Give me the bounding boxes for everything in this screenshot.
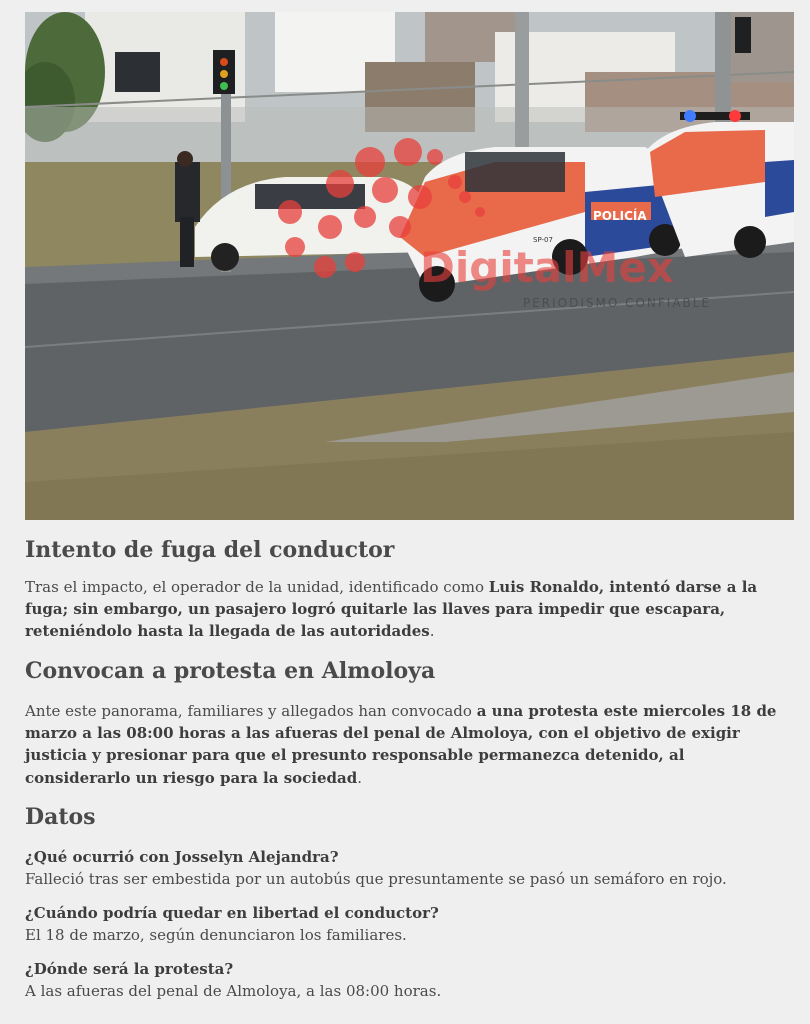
faq-answer: A las afueras del penal de Almoloya, a las 08:00 horas. xyxy=(25,982,442,1000)
svg-text:POLICÍA: POLICÍA xyxy=(593,209,647,223)
news-photo[interactable] xyxy=(25,12,794,520)
faq-item xyxy=(25,959,795,1003)
paragraph-fuga: Tras el impacto, el operador de la unidad, identificado como Luis Ronaldo, intentó darse a la fuga; sin embargo, un pasajero logró quitarle las llaves para impedir que escapara, reteniéndolo hasta la llegada de las autoridades. xyxy=(25,578,758,641)
paragraph-protesta: Ante este panorama, familiares y allegados han convocado a una protesta este miercoles 18 de marzo a las 08:00 horas a las afueras del penal de Almoloya, con el objetivo de exigir justicia y presionar para que el presunto responsable permanezca detenido, al considerarlo un riesgo para la sociedad. xyxy=(25,702,777,787)
faq-answer: El 18 de marzo, según denunciaron los familiares. xyxy=(25,926,407,944)
svg-text:SP-07: SP-07 xyxy=(533,236,553,244)
watermark-tagline: PERIODISMO CONFIABLE xyxy=(522,296,712,310)
heading-datos: Datos xyxy=(25,804,96,830)
heading-fuga: Intento de fuga del conductor xyxy=(25,537,395,563)
photo-scene xyxy=(25,12,794,520)
faq-question: ¿Dónde será la protesta? xyxy=(25,960,234,978)
faq-question: ¿Qué ocurrió con Josselyn Alejandra? xyxy=(25,848,339,866)
heading-protesta: Convocan a protesta en Almoloya xyxy=(25,658,436,684)
faq-question: ¿Cuándo podría quedar en libertad el conductor? xyxy=(25,904,439,922)
faq-item xyxy=(25,903,795,947)
svg-text:DigitalMex: DigitalMex xyxy=(420,243,674,292)
faq-answer: Falleció tras ser embestida por un autobús que presuntamente se pasó un semáforo en rojo. xyxy=(25,870,727,888)
faq-item xyxy=(25,847,795,891)
